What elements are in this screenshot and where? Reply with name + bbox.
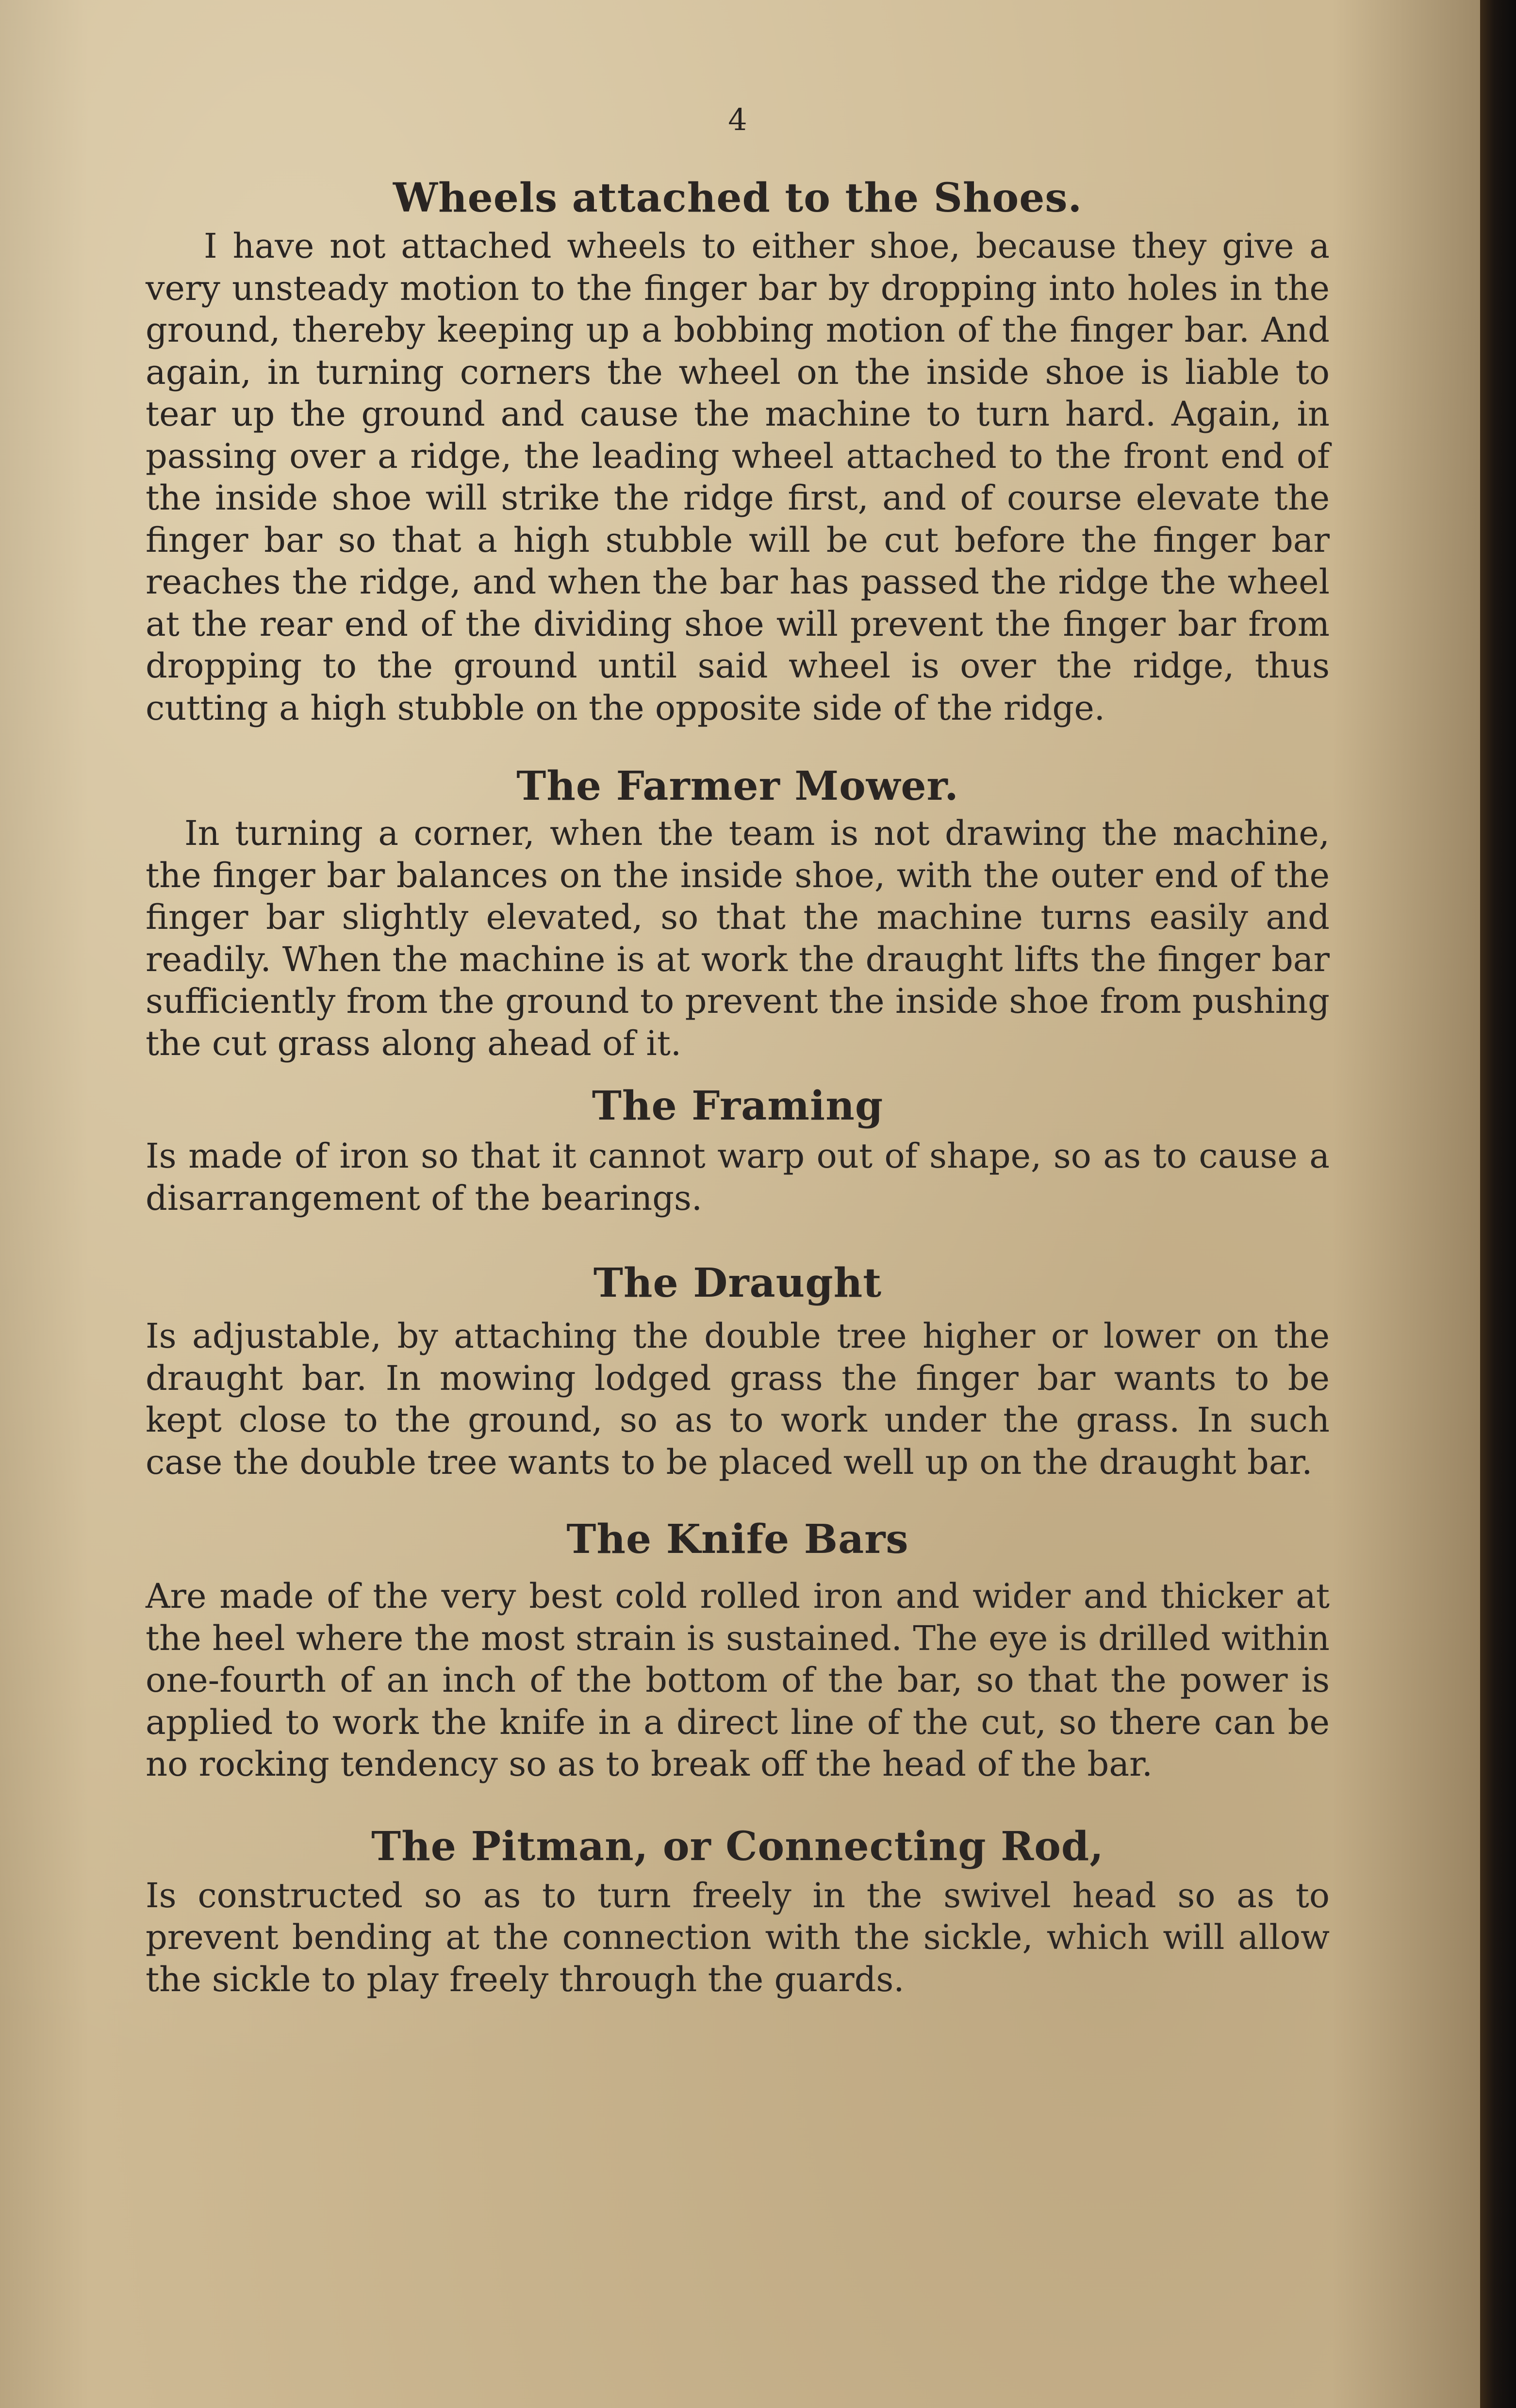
section-paragraph: Are made of the very best cold rolled iron and wider and thicker at the heel where the most strain is sustained. The eye is drilled within one-fourth of an inch of the bottom of the bar, so that the power is applied to work the knife in a direct line of the cut, so there can be no rocking tendency so as to break off the head of the bar. (146, 1576, 1330, 1784)
section-wheels (146, 175, 1330, 729)
section-heading: The Framing (592, 1083, 884, 1129)
section-heading: The Farmer Mower. (516, 763, 959, 809)
book-spine-edge (1480, 0, 1516, 2408)
section-heading: The Knife Bars (566, 1516, 909, 1563)
page-content (146, 102, 1330, 2000)
section-paragraph: I have not attached wheels to either shoe, because they give a very unsteady motion to the finger bar by dropping into holes in the ground, thereby keeping up a bobbing motion of the finger bar. And again, in turning corners the wheel on the inside shoe is liable to tear up the ground and cause the machine to turn hard. Again, in passing over a ridge, the leading wheel attached to the front end of the inside shoe will strike the ridge first, and of course elevate the finger bar so that a high stubble will be cut before the finger bar reaches the ridge, and when the bar has passed the ridge the wheel at the rear end of the dividing shoe will prevent the finger bar from dropping to the ground until said wheel is over the ridge, thus cutting a high stubble on the opposite side of the ridge. (146, 226, 1330, 728)
section-knife-bars (146, 1516, 1330, 1785)
section-heading: The Pitman, or Connecting Rod, (371, 1823, 1104, 1870)
section-paragraph: Is made of iron so that it cannot warp out of shape, so as to cause a disarrangement of the bearings. (146, 1136, 1330, 1218)
section-draught (146, 1260, 1330, 1483)
section-framing (146, 1083, 1330, 1219)
section-farmer-mower (146, 763, 1330, 1064)
page-number: 4 (728, 102, 747, 137)
section-paragraph: Is adjustable, by attaching the double tree higher or lower on the draught bar. In mowing lodged grass the finger bar wants to be kept close to the ground, so as to work under the grass. In such case the double tree wants to be placed well up on the draught bar. (146, 1316, 1330, 1482)
section-paragraph: Is constructed so as to turn freely in the swivel head so as to prevent bending at the connection with the sickle, which will allow the sickle to play freely through the guards. (146, 1875, 1330, 1999)
section-heading: Wheels attached to the Shoes. (393, 175, 1083, 221)
section-pitman (146, 1823, 1330, 2001)
section-heading: The Draught (593, 1260, 882, 1306)
section-paragraph: In turning a corner, when the team is not drawing the machine, the finger bar balances on the inside shoe, with the outer end of the finger bar slightly elevated, so that the machine turns easily and readily. When the machine is at work the draught lifts the finger bar sufficiently from the ground to prevent the inside shoe from pushing the cut grass along ahead of it. (146, 813, 1330, 1063)
